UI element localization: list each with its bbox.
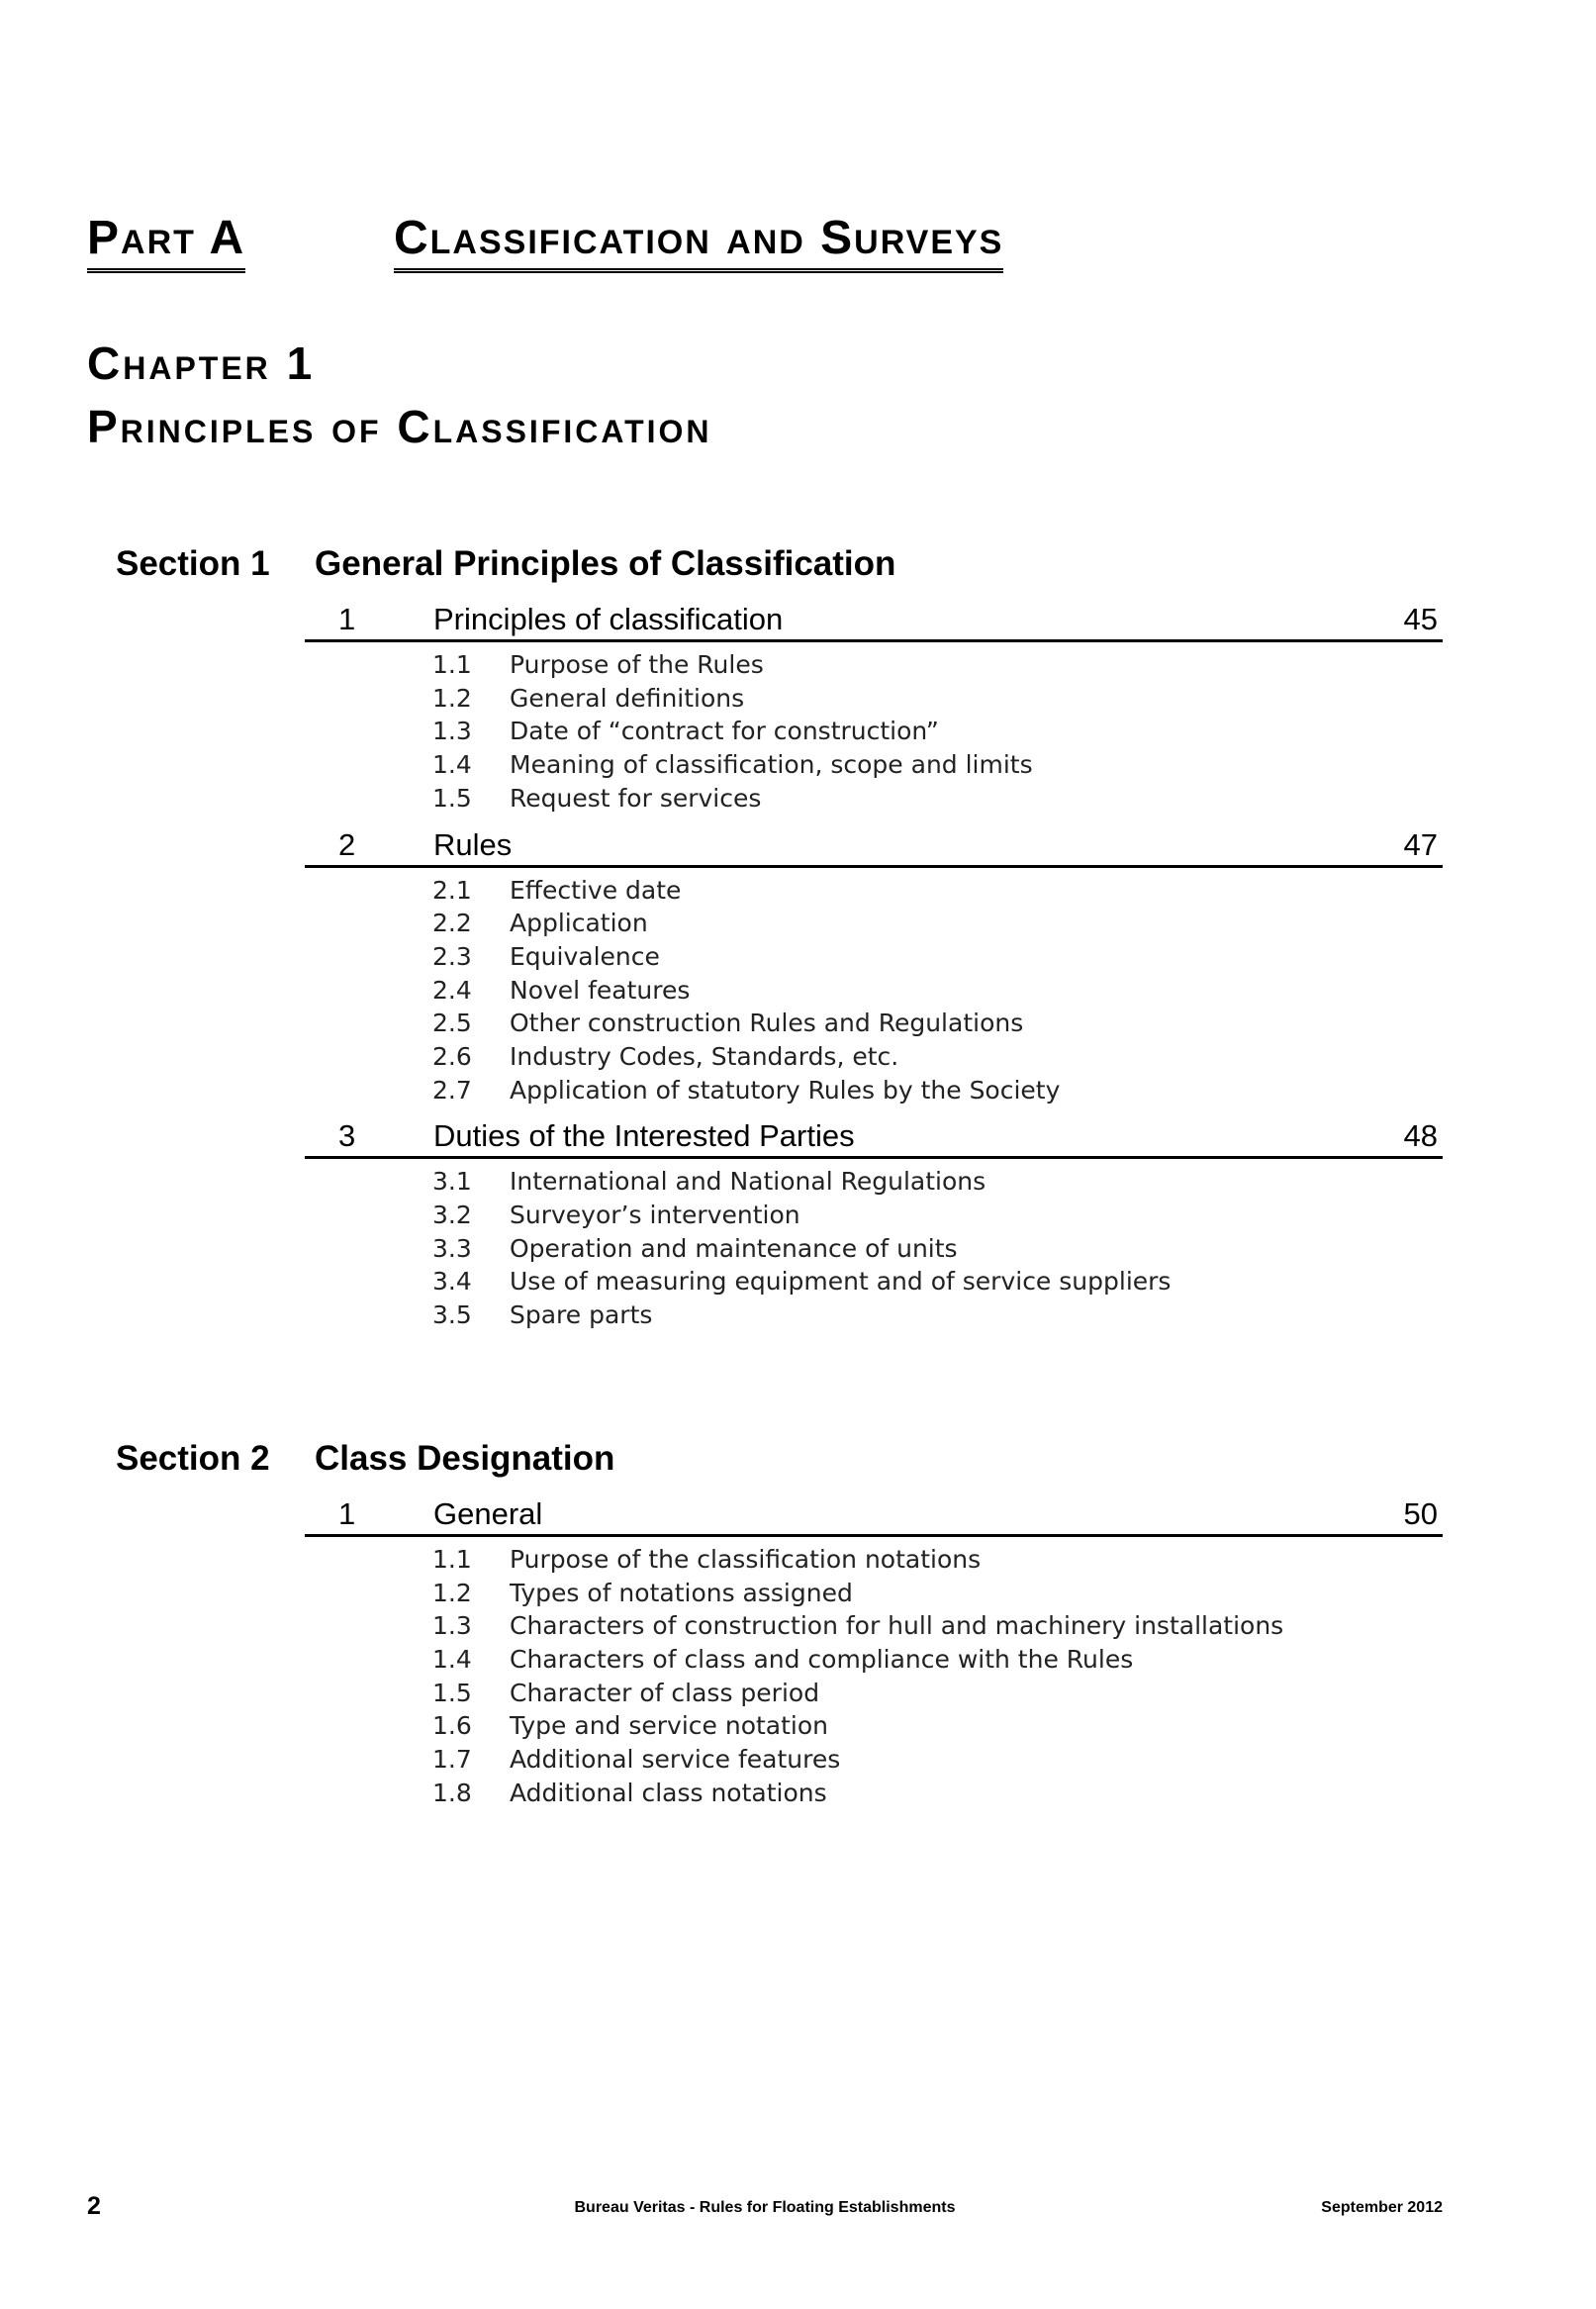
subsection-title: Other construction Rules and Regulations [510, 1009, 1024, 1038]
subsection-title: Date of “contract for construction” [510, 717, 939, 746]
list-item [305, 1743, 1443, 1777]
chapter-label: Chapter 1 [87, 337, 316, 389]
subsection-number: 1.4 [432, 750, 472, 780]
part-label: Part A [87, 210, 245, 273]
subsection-number: 3.3 [432, 1233, 472, 1263]
article-number: 3 [338, 1118, 356, 1154]
subsection-number: 1.3 [432, 1611, 472, 1641]
list-item [305, 940, 1443, 974]
article-heading [305, 596, 1443, 642]
list-item [305, 1074, 1443, 1107]
list-item [305, 1577, 1443, 1610]
list-item [305, 907, 1443, 940]
subsection-number: 3.4 [432, 1267, 472, 1297]
list-item [305, 682, 1443, 716]
footer-publication: Bureau Veritas - Rules for Floating Establishments [574, 2199, 956, 2216]
subsection-number: 1.5 [432, 783, 472, 813]
list-item [305, 648, 1443, 682]
list-item [305, 1299, 1443, 1332]
chapter-heading [87, 332, 712, 458]
article-heading [305, 1112, 1443, 1159]
article-title: Principles of classification [433, 602, 784, 636]
list-item [305, 1007, 1443, 1040]
article-page-number: 50 [1403, 1496, 1438, 1531]
page-footer [87, 2192, 1443, 2222]
article-title: Duties of the Interested Parties [433, 1118, 855, 1154]
toc-article [305, 821, 1443, 1107]
subsection-title: Spare parts [510, 1300, 653, 1330]
subsection-list [305, 1543, 1443, 1810]
subsection-title: Characters of class and compliance with the Rules [510, 1645, 1134, 1675]
subsection-title: Surveyor’s intervention [510, 1201, 800, 1230]
toc-article [305, 1491, 1443, 1810]
subsection-number: 2.4 [432, 975, 472, 1005]
subsection-number: 2.3 [432, 941, 472, 971]
subsection-number: 1.8 [432, 1778, 472, 1807]
list-item [305, 1265, 1443, 1299]
list-item [305, 1677, 1443, 1710]
toc-article [305, 596, 1443, 815]
subsection-list [305, 648, 1443, 815]
subsection-number: 2.1 [432, 875, 472, 905]
subsection-list [305, 874, 1443, 1107]
article-page-number: 48 [1403, 1118, 1438, 1154]
subsection-title: General definitions [510, 683, 745, 713]
subsection-title: Characters of construction for hull and machinery installations [510, 1611, 1284, 1641]
subsection-title: Types of notations assigned [510, 1578, 853, 1607]
subsection-title: Additional service features [510, 1745, 841, 1775]
subsection-number: 1.1 [432, 1545, 472, 1574]
footer-page-number: 2 [87, 2192, 101, 2220]
list-item [305, 1543, 1443, 1577]
subsection-title: Purpose of the classification notations [510, 1545, 982, 1574]
subsection-title: Novel features [510, 975, 691, 1005]
subsection-title: Request for services [510, 783, 762, 813]
subsection-title: Additional class notations [510, 1778, 827, 1807]
subsection-number: 1.5 [432, 1678, 472, 1707]
subsection-title: Equivalence [510, 941, 660, 971]
article-number: 1 [338, 602, 356, 636]
subsection-number: 1.3 [432, 717, 472, 746]
article-number: 1 [338, 1496, 356, 1531]
subsection-title: Type and service notation [510, 1711, 828, 1741]
subsection-number: 1.2 [432, 683, 472, 713]
part-title: Classification and Surveys [394, 210, 1003, 273]
list-item [305, 1609, 1443, 1643]
article-title: Rules [433, 826, 513, 862]
list-item [305, 1643, 1443, 1677]
part-heading [87, 210, 1116, 269]
subsection-title: Effective date [510, 875, 682, 905]
subsection-number: 1.2 [432, 1578, 472, 1607]
list-item [305, 1199, 1443, 1232]
subsection-title: Meaning of classification, scope and limits [510, 750, 1033, 780]
subsection-number: 3.2 [432, 1201, 472, 1230]
section-title: Class Designation [315, 1439, 615, 1478]
subsection-number: 2.7 [432, 1075, 472, 1105]
subsection-number: 2.2 [432, 909, 472, 938]
list-item [305, 1165, 1443, 1199]
list-item [305, 715, 1443, 748]
subsection-list [305, 1165, 1443, 1331]
subsection-title: International and National Regulations [510, 1167, 986, 1197]
subsection-title: Application [510, 909, 648, 938]
list-item [305, 1040, 1443, 1074]
list-item [305, 874, 1443, 908]
article-number: 2 [338, 826, 356, 862]
subsection-title: Operation and maintenance of units [510, 1233, 958, 1263]
list-item [305, 1232, 1443, 1266]
article-heading [305, 1491, 1443, 1537]
subsection-title: Use of measuring equipment and of service suppliers [510, 1267, 1172, 1297]
article-page-number: 45 [1403, 602, 1438, 636]
subsection-title: Character of class period [510, 1678, 820, 1707]
subsection-number: 1.6 [432, 1711, 472, 1741]
list-item [305, 782, 1443, 816]
footer-date: September 2012 [1321, 2199, 1443, 2216]
subsection-number: 1.1 [432, 650, 472, 679]
article-title: General [433, 1496, 543, 1531]
section-label: Section 1 [116, 544, 270, 583]
list-item [305, 1709, 1443, 1743]
list-item [305, 974, 1443, 1008]
article-heading [305, 821, 1443, 868]
subsection-number: 2.6 [432, 1041, 472, 1071]
toc-article [305, 1112, 1443, 1331]
subsection-number: 2.5 [432, 1009, 472, 1038]
list-item [305, 1777, 1443, 1810]
subsection-number: 3.5 [432, 1300, 472, 1330]
subsection-title: Industry Codes, Standards, etc. [510, 1041, 899, 1071]
subsection-number: 1.7 [432, 1745, 472, 1775]
chapter-title: Principles of Classification [87, 401, 712, 452]
subsection-number: 3.1 [432, 1167, 472, 1197]
subsection-title: Application of statutory Rules by the Society [510, 1075, 1061, 1105]
article-page-number: 47 [1403, 826, 1438, 862]
subsection-title: Purpose of the Rules [510, 650, 764, 679]
section-title: General Principles of Classification [315, 544, 896, 583]
list-item [305, 748, 1443, 782]
subsection-number: 1.4 [432, 1645, 472, 1675]
section-label: Section 2 [116, 1439, 270, 1478]
